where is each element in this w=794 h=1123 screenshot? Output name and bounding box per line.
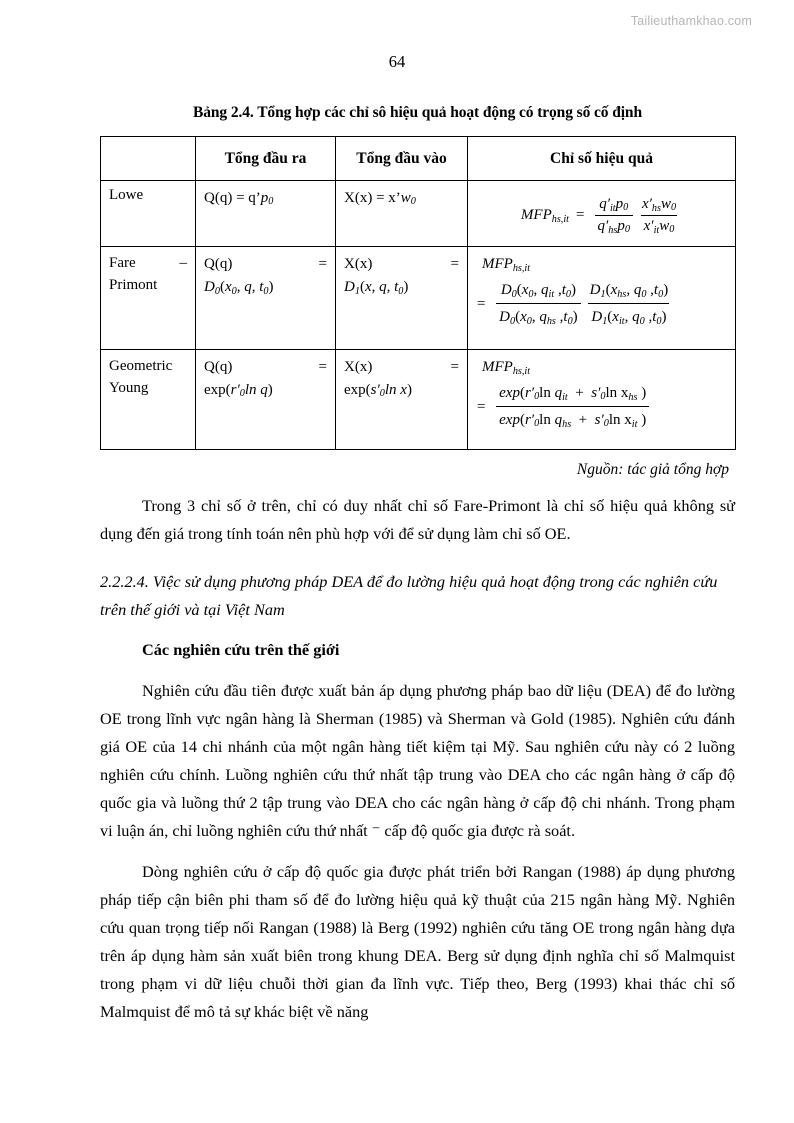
table-row [101, 247, 736, 350]
cell-input-fare-primont: X(x) = $D_1(x$, q, $t_0$) [336, 247, 468, 350]
row-label-line2: Primont [109, 276, 158, 293]
cell-output-fare-primont: Q(q) = $D_0(x_0$, q, $t_0$) [196, 247, 336, 350]
watermark-text: Tailieuthamkhao.com [630, 14, 752, 28]
paragraph-3: Dòng nghiên cứu ở cấp độ quốc gia được phát triển bởi Rangan (1988) áp dụng phương pháp tiếp cận biên phi tham số để đo lường hiệu quả kỹ thuật của 215 ngân hàng Mỹ. Nghiên cứu quan trọng tiếp nối Rangan (1988) là Berg (1992) nghiên cứu tăng OE trong ngân hàng dựa trên áp dụng hàm sản xuất biên trong khung DEA. Berg sử dụng định nghĩa chỉ số Malmquist trong phạm vi dữ liệu chuỗi thời gian đa lĩnh vực. Tiếp theo, Berg (1993) khai thác chỉ số Malmquist để mô tả sự khác biệt về năng [100, 862, 735, 1022]
sub-heading-world-studies: Các nghiên cứu trên thế giới [142, 640, 340, 660]
header-cell-output: Tổng đầu ra [196, 137, 336, 181]
row-label-dash: – [179, 255, 187, 271]
cell-output-lowe: $Q(q) = q’p_0$ [196, 181, 336, 247]
section-heading-2-2-2-4: 2.2.2.4. Việc sử dụng phương pháp DEA để đo lường hiệu quả hoạt động trong các nghiên cứu trên thế giới và tại Việt Nam [100, 572, 718, 620]
table-caption: Bảng 2.4. Tổng hợp các chỉ sô hiệu quả hoạt động có trọng số cố định [193, 104, 642, 121]
row-label-fare-primont [101, 247, 196, 350]
cell-index-fare-primont: $MFP_{hs,it}$ = $\frac{D_0(x_0, q_{it} ,t_0)}{D_0(x_0, q_{hs} ,t_0)}$ $\frac{D_1(x_{hs}, q_0 ,t_0)}{D_1(x_{it}, q_0 ,t_0)}$ [468, 247, 736, 350]
paragraph-2: Nghiên cứu đầu tiên được xuất bản áp dụng phương pháp bao dữ liệu (DEA) để đo lường OE trong lĩnh vực ngân hàng là Sherman (1985) và Sherman và Gold (1985). Nghiên cứu đánh giá OE của 14 chi nhánh của một ngân hàng tiết kiệm tại Mỹ. Sau nghiên cứu này có 2 luồng nghiên cứu chính. Luồng nghiên cứu thứ nhất tập trung vào DEA cho các ngân hàng ở cấp độ quốc gia và luồng thứ 2 tập trung vào DEA cho các ngân hàng ở cấp độ chi nhánh. Trong phạm vi luận án, chỉ luồng nghiên cứu thứ nhất ⁻ cấp độ quốc gia được rà soát. [100, 681, 735, 841]
table-row [101, 181, 736, 247]
paragraph-1: Trong 3 chỉ số ở trên, chỉ có duy nhất chỉ số Fare-Primont là chỉ số hiệu quả không sử dụng đến giá trong tính toán nên phù hợp với để sử dụng làm chỉ số OE. [100, 496, 735, 544]
row-label-line1: Fare [109, 255, 136, 271]
cell-input-lowe: $X(x) = x’w_0$ [336, 181, 468, 247]
index-summary-table [100, 136, 736, 450]
row-label-line1: Geometric [109, 358, 173, 374]
cell-input-geometric-young: X(x) = $\exp(s'_0\ln$ x) [336, 350, 468, 450]
header-cell-index: Chỉ số hiệu quả [468, 137, 736, 181]
row-label-line2: Young [109, 379, 149, 396]
row-label-lowe: Lowe [101, 181, 196, 247]
cell-index-lowe: $MFP_{hs,it}$ = $\frac{q'_{it}p_0}{q'_{hs}p_0}$ $\frac{x'_{hs}w_0}{x'_{it}w_0}$ [468, 181, 736, 247]
header-cell-name [101, 137, 196, 181]
row-label-geometric-young [101, 350, 196, 450]
page-content [100, 104, 735, 1026]
header-cell-input: Tổng đầu vào [336, 137, 468, 181]
table-header-row [101, 137, 736, 181]
page-number: 64 [388, 52, 406, 71]
table-row [101, 350, 736, 450]
cell-index-geometric-young: $MFP_{hs,it}$ = $\frac{\exp(r'_0\ln q_{it} + s'_0\ln x_{hs} )}{\exp(r'_0\ln q_{hs} + s'_0\ln x_{it} )}$ [468, 350, 736, 450]
cell-output-geometric-young: Q(q) = $\exp(r'_0\ln$ q) [196, 350, 336, 450]
table-source-note: Nguồn: tác giả tổng hợp [576, 461, 729, 478]
